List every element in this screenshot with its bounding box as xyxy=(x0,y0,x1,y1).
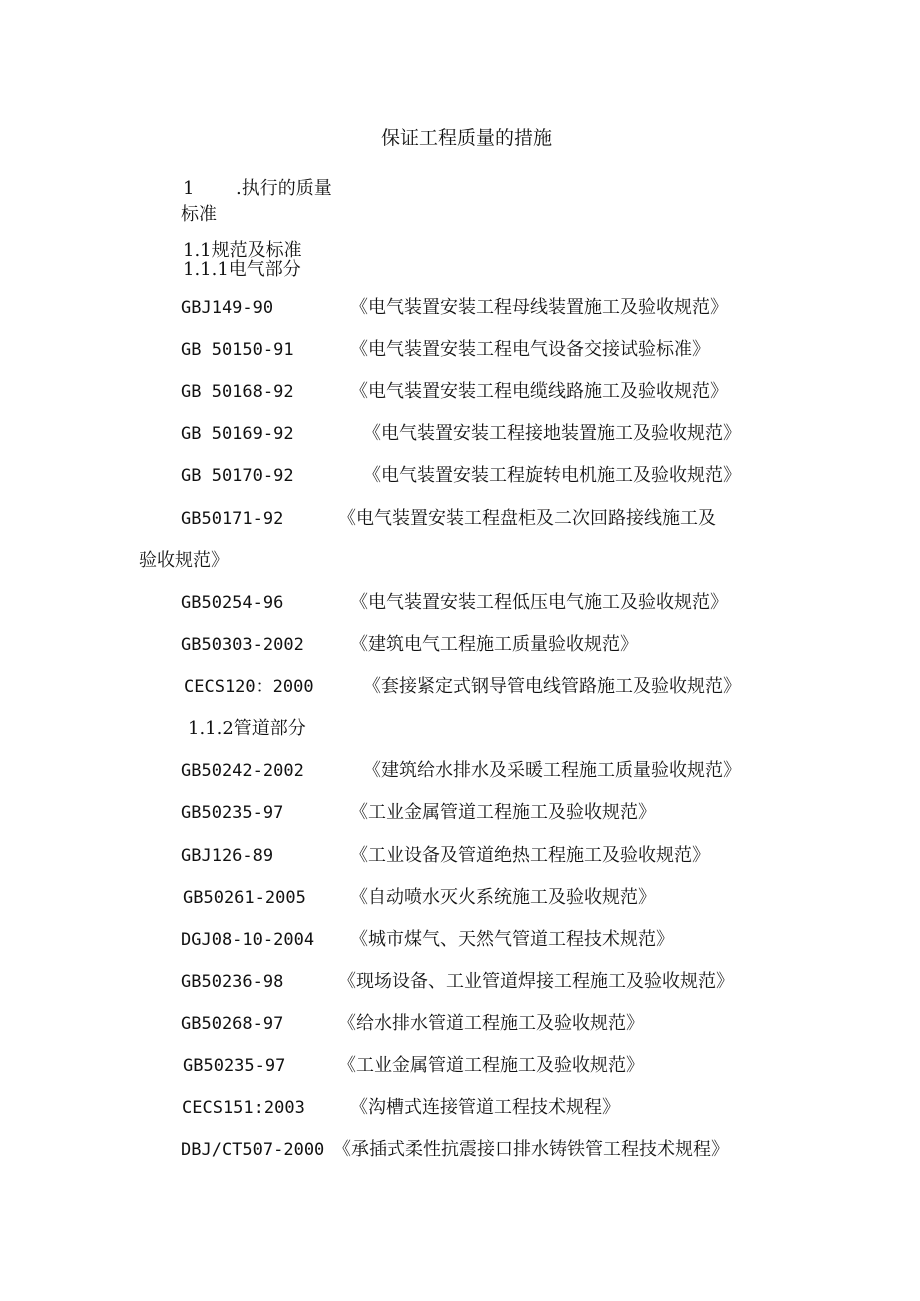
standard-code: GBJ149-90 xyxy=(181,298,274,318)
subsection-heading: 1.1规范及标准 xyxy=(183,240,302,261)
standard-name-continued: 验收规范》 xyxy=(139,550,229,571)
standard-code: DGJ08-10-2004 xyxy=(181,930,315,950)
standard-code: GB 50169-92 xyxy=(181,424,294,444)
standard-code: GB50261-2005 xyxy=(183,888,306,908)
standard-code: GB 50168-92 xyxy=(181,382,294,402)
standard-code: GB50236-98 xyxy=(181,972,284,992)
subsection-heading-electrical: 1.1.1电气部分 xyxy=(183,259,301,280)
standard-name: 《工业设备及管道绝热工程施工及验收规范》 xyxy=(350,845,710,866)
standard-name: 《套接紧定式钢导管电线管路施工及验收规范》 xyxy=(363,676,741,697)
standard-name: 《承插式柔性抗震接口排水铸铁管工程技术规程》 xyxy=(333,1139,729,1160)
standard-code: GB50268-97 xyxy=(181,1014,284,1034)
standard-code: GB50235-97 xyxy=(183,1056,286,1076)
standard-name: 《建筑给水排水及采暖工程施工质量验收规范》 xyxy=(363,760,741,781)
standard-name: 《沟槽式连接管道工程技术规程》 xyxy=(350,1097,620,1118)
standard-code: GB50171-92 xyxy=(181,509,284,529)
standard-name: 《工业金属管道工程施工及验收规范》 xyxy=(350,802,656,823)
section-heading: .执行的质量 xyxy=(236,178,332,199)
standard-code: GB50235-97 xyxy=(181,803,284,823)
standard-name: 《自动喷水灭火系统施工及验收规范》 xyxy=(350,887,656,908)
standard-name: 《建筑电气工程施工质量验收规范》 xyxy=(350,634,638,655)
standard-code: GB50303-2002 xyxy=(181,635,304,655)
standard-name: 《工业金属管道工程施工及验收规范》 xyxy=(338,1055,644,1076)
standard-name: 《城市煤气、天然气管道工程技术规范》 xyxy=(350,929,674,950)
standard-code: GB50254-96 xyxy=(181,593,284,613)
standard-code: DBJ/CT507-2000 xyxy=(181,1140,325,1160)
standard-name: 《电气装置安装工程电气设备交接试验标准》 xyxy=(350,339,710,360)
standard-name: 《电气装置安装工程盘柜及二次回路接线施工及 xyxy=(338,508,716,529)
subsection-heading-piping: 1.1.2管道部分 xyxy=(188,718,306,739)
page-title: 保证工程质量的措施 xyxy=(381,127,553,149)
standard-name: 《电气装置安装工程低压电气施工及验收规范》 xyxy=(350,592,728,613)
standard-code: CECS151:2003 xyxy=(182,1098,305,1118)
standard-name: 《电气装置安装工程旋转电机施工及验收规范》 xyxy=(363,465,741,486)
section-number: 1 xyxy=(183,178,195,199)
standard-name: 《现场设备、工业管道焊接工程施工及验收规范》 xyxy=(338,971,734,992)
standard-code: GB 50170-92 xyxy=(181,466,294,486)
standard-code: GB50242-2002 xyxy=(181,761,304,781)
section-heading-continued: 标准 xyxy=(181,204,217,225)
standard-name: 《电气装置安装工程母线装置施工及验收规范》 xyxy=(350,297,728,318)
standard-code: GBJ126-89 xyxy=(181,846,274,866)
standard-code: CECS120：2000 xyxy=(184,677,314,697)
standard-name: 《电气装置安装工程接地装置施工及验收规范》 xyxy=(363,423,741,444)
standard-name: 《给水排水管道工程施工及验收规范》 xyxy=(338,1013,644,1034)
standard-name: 《电气装置安装工程电缆线路施工及验收规范》 xyxy=(350,381,728,402)
standard-code: GB 50150-91 xyxy=(181,340,294,360)
